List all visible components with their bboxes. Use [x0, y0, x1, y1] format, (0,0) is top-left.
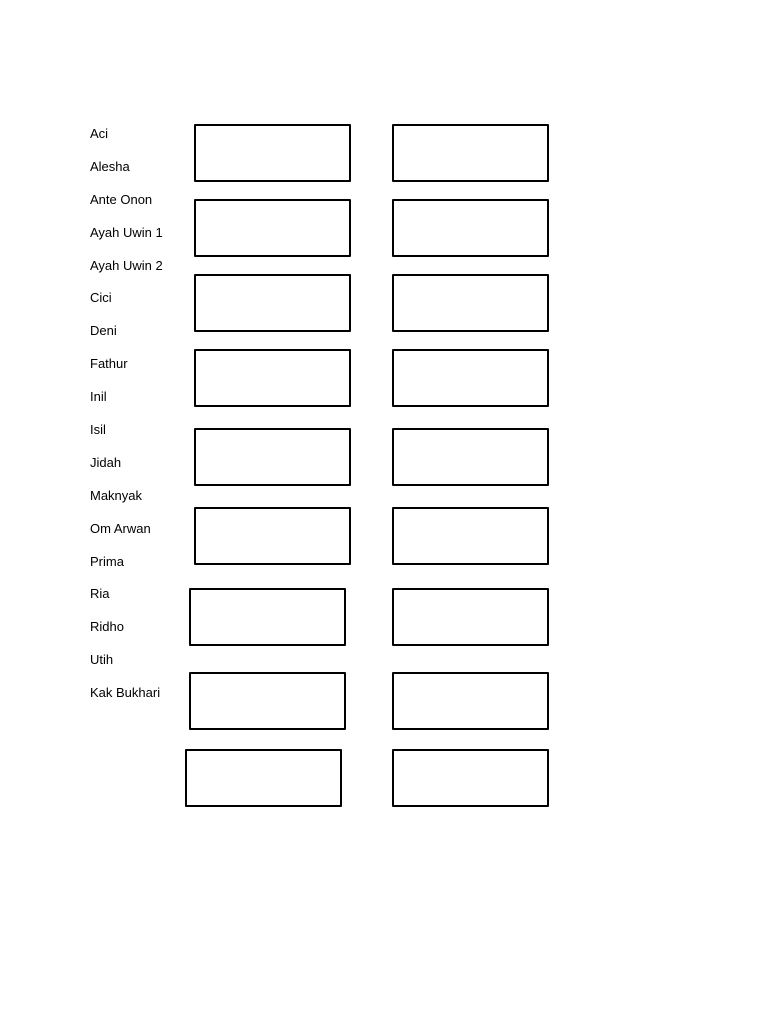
empty-box-left	[189, 588, 346, 646]
empty-box-right	[392, 507, 549, 565]
empty-box-right	[392, 349, 549, 407]
name-item: Om Arwan	[90, 520, 151, 536]
name-item: Aci	[90, 126, 109, 141]
empty-box-left	[194, 507, 351, 565]
empty-box-right	[392, 749, 549, 807]
name-item: Ria	[90, 586, 110, 602]
name-item: Ayah Uwin 1	[90, 224, 163, 240]
name-item: Fathur	[90, 356, 128, 372]
empty-box-right	[392, 274, 549, 332]
empty-box-left	[194, 274, 351, 332]
name-item: Utih	[90, 652, 114, 668]
name-item: Maknyak	[90, 487, 143, 503]
empty-box-left	[189, 672, 346, 730]
empty-box-left	[194, 199, 351, 257]
empty-box-right	[392, 124, 549, 182]
empty-box-right	[392, 588, 549, 646]
empty-box-right	[392, 428, 549, 486]
empty-box-right	[392, 672, 549, 730]
name-item: Inil	[90, 389, 107, 405]
name-item: Prima	[90, 553, 124, 569]
name-list	[90, 125, 163, 717]
name-item: Ayah Uwin 2	[90, 257, 163, 273]
name-item: Alesha	[90, 158, 130, 174]
name-item: Ante Onon	[90, 191, 153, 207]
empty-box-right	[392, 199, 549, 257]
empty-box-left	[194, 124, 351, 182]
name-item: Cici	[90, 290, 112, 306]
empty-box-left	[194, 349, 351, 407]
name-item: Isil	[90, 422, 106, 438]
empty-box-left	[194, 428, 351, 486]
name-item: Kak Bukhari	[90, 685, 161, 701]
name-item: Deni	[90, 323, 117, 339]
name-item: Ridho	[90, 619, 124, 635]
empty-box-left	[185, 749, 342, 807]
name-item: Jidah	[90, 454, 122, 470]
